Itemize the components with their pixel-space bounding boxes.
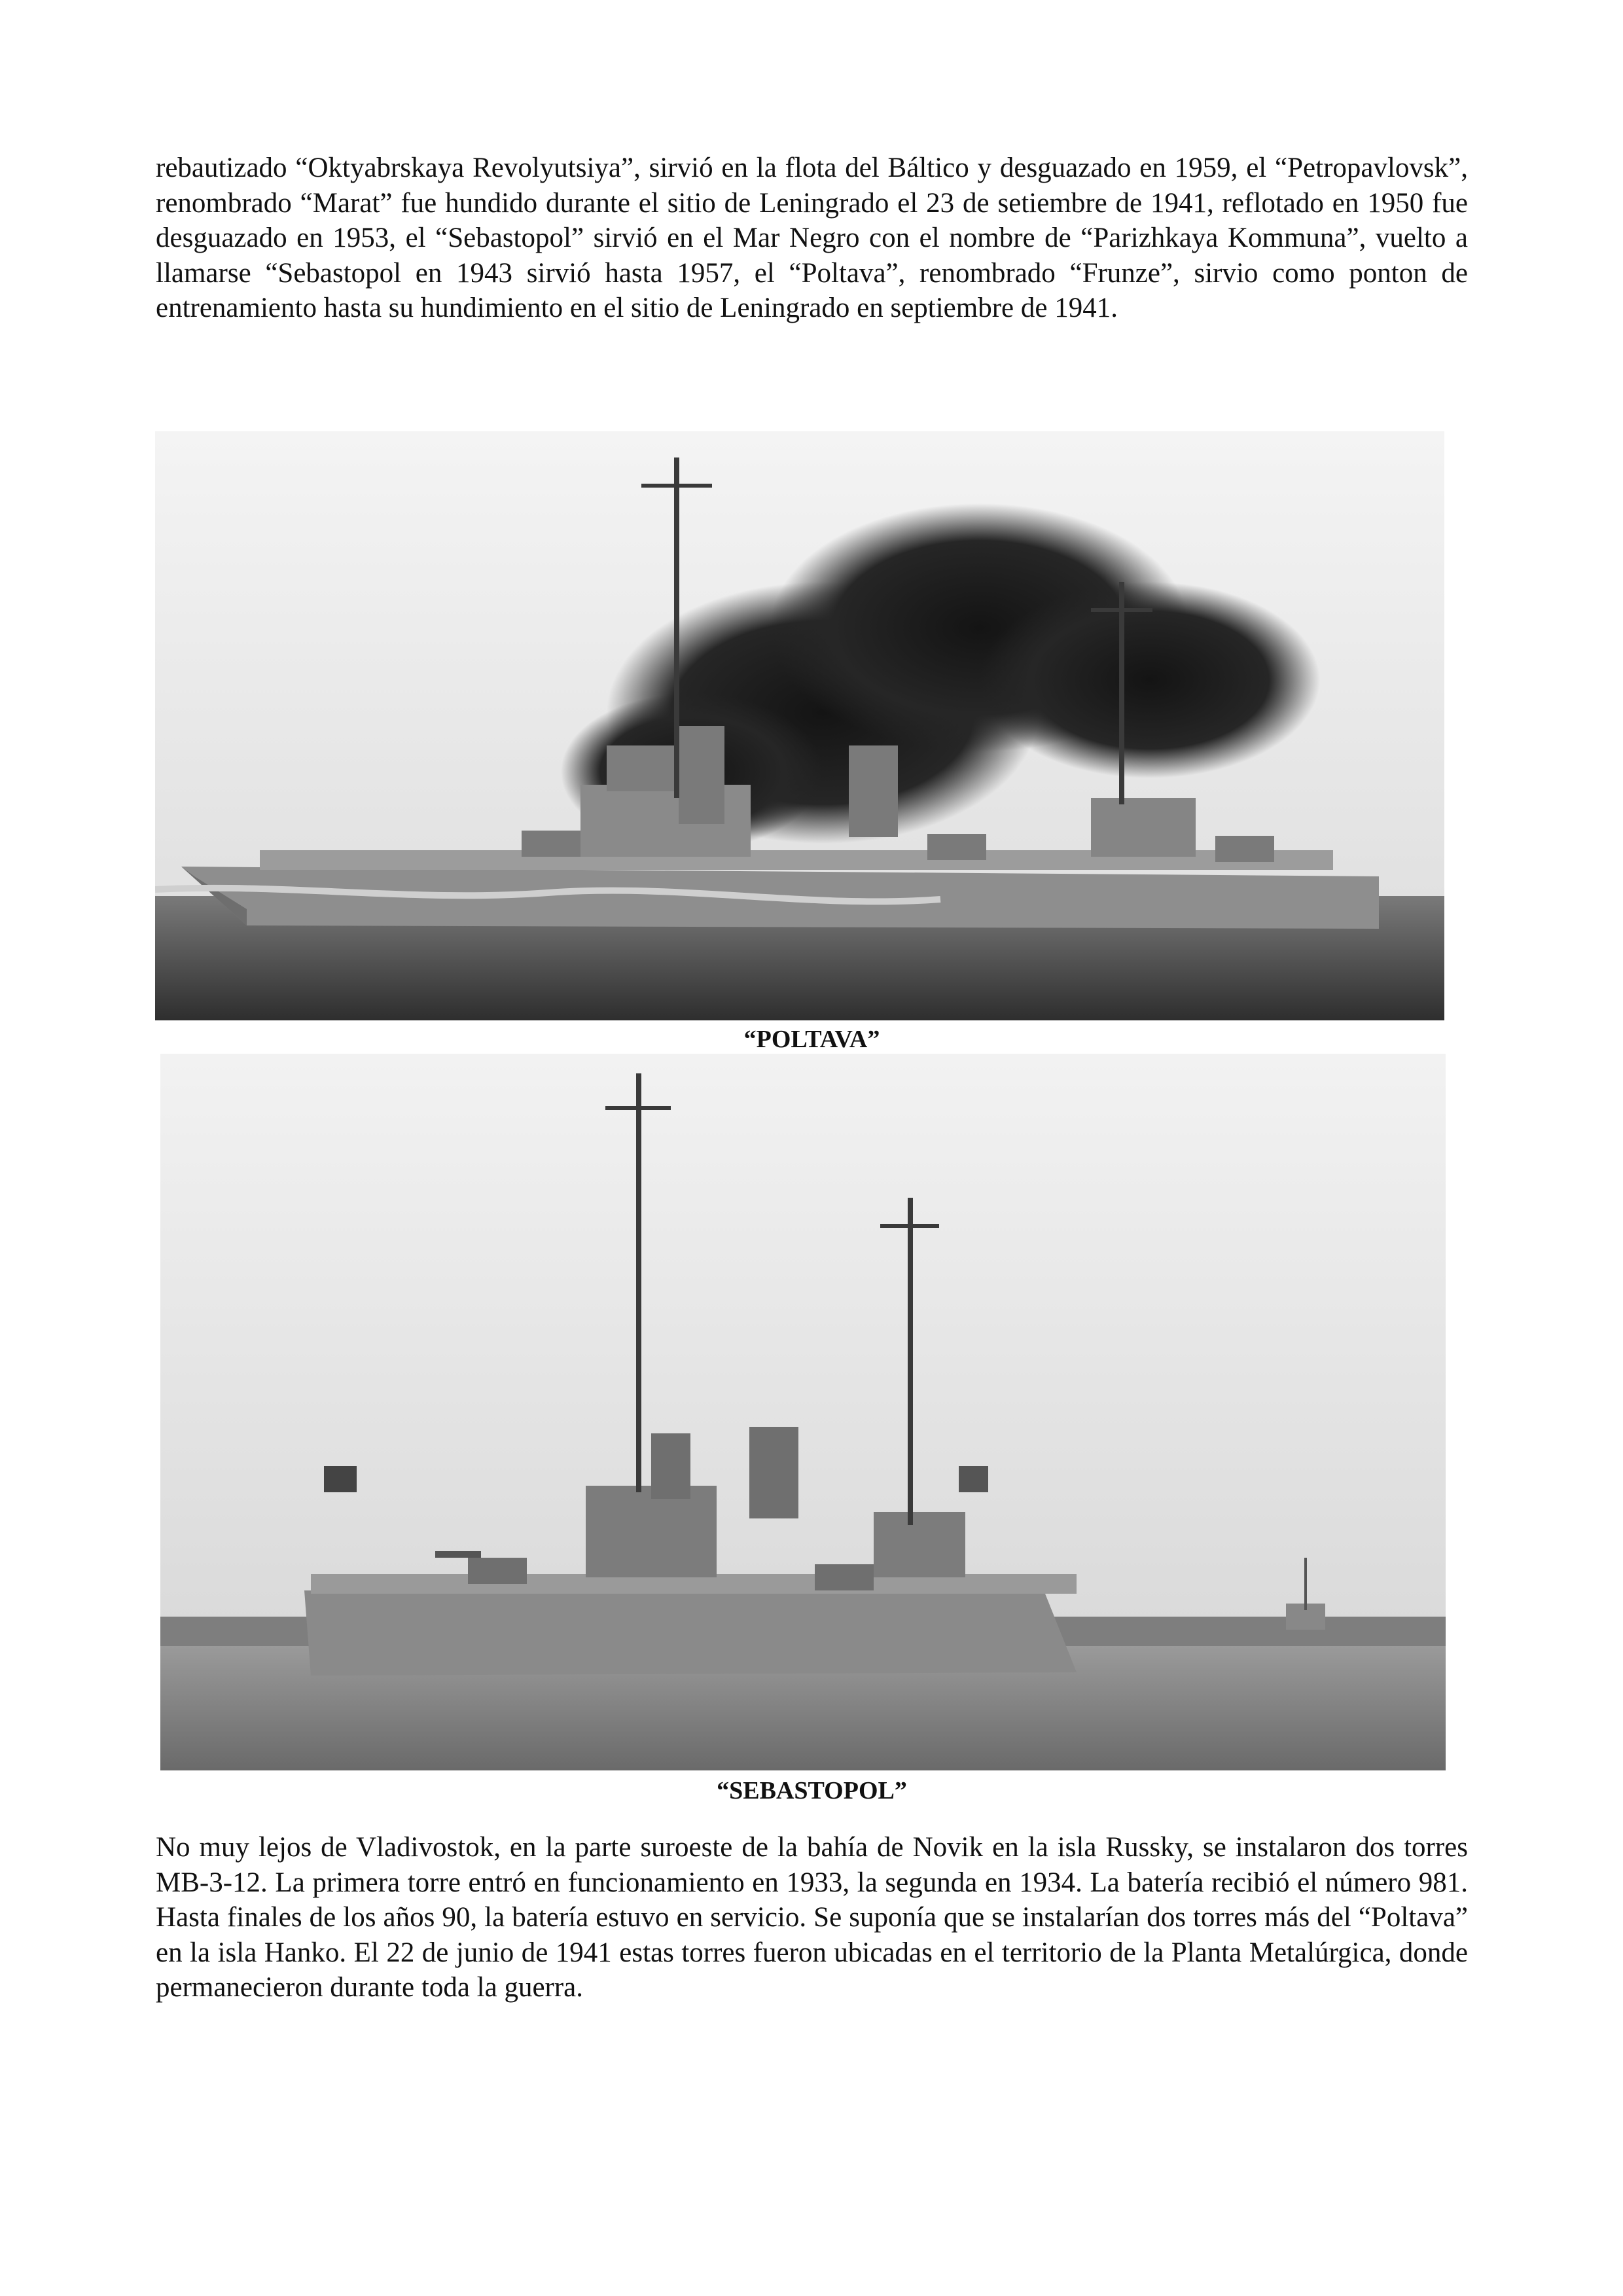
paragraph-bottom: No muy lejos de Vladivostok, en la parte suroeste de la bahía de Novik en la isla Russky, se instalaron dos torres MB-3-12. La primera torre entró en funcionamiento en 1933, la segunda en 1934. La batería recibió el número 981. Hasta finales de los años 90, la batería estuvo en servicio. Se suponía que se instalarían dos torres más del “Poltava” en la isla Hanko. El 22 de junio de 1941 estas torres fueron ubicadas en el territorio de la Planta Metalúrgica, donde permanecieron durante toda la guerra. [156,1832,1468,2003]
paragraph-top: rebautizado “Oktyabrskaya Revolyutsiya”, sirvió en la flota del Báltico y desguazado en 1959, el “Petropavlovsk”, renombrado “Marat” fue hundido durante el sitio de Leningrado el 23 de setiembre de 1941, reflotado en 1950 fue desguazado en 1953, el “Sebastopol” sirvió en el Mar Negro con el nombre de “Parizhkaya Kommuna”, vuelto a llamarse “Sebastopol en 1943 sirvió hasta 1957, el “Poltava”, renombrado “Frunze”, sirvio como ponton de entrenamiento hasta su hundimiento en el sitio de Leningrado en septiembre de 1941. [156,152,1468,323]
photo-sebastopol-battleship [160,1054,1446,1770]
battleship-photo-image [155,431,1444,1020]
battleship-photo-image [160,1054,1446,1770]
figure-caption-poltava: “POLTAVA” [743,1026,880,1053]
figure-caption-sebastopol: “SEBASTOPOL” [717,1777,907,1804]
photo-poltava-battleship [155,431,1444,1020]
